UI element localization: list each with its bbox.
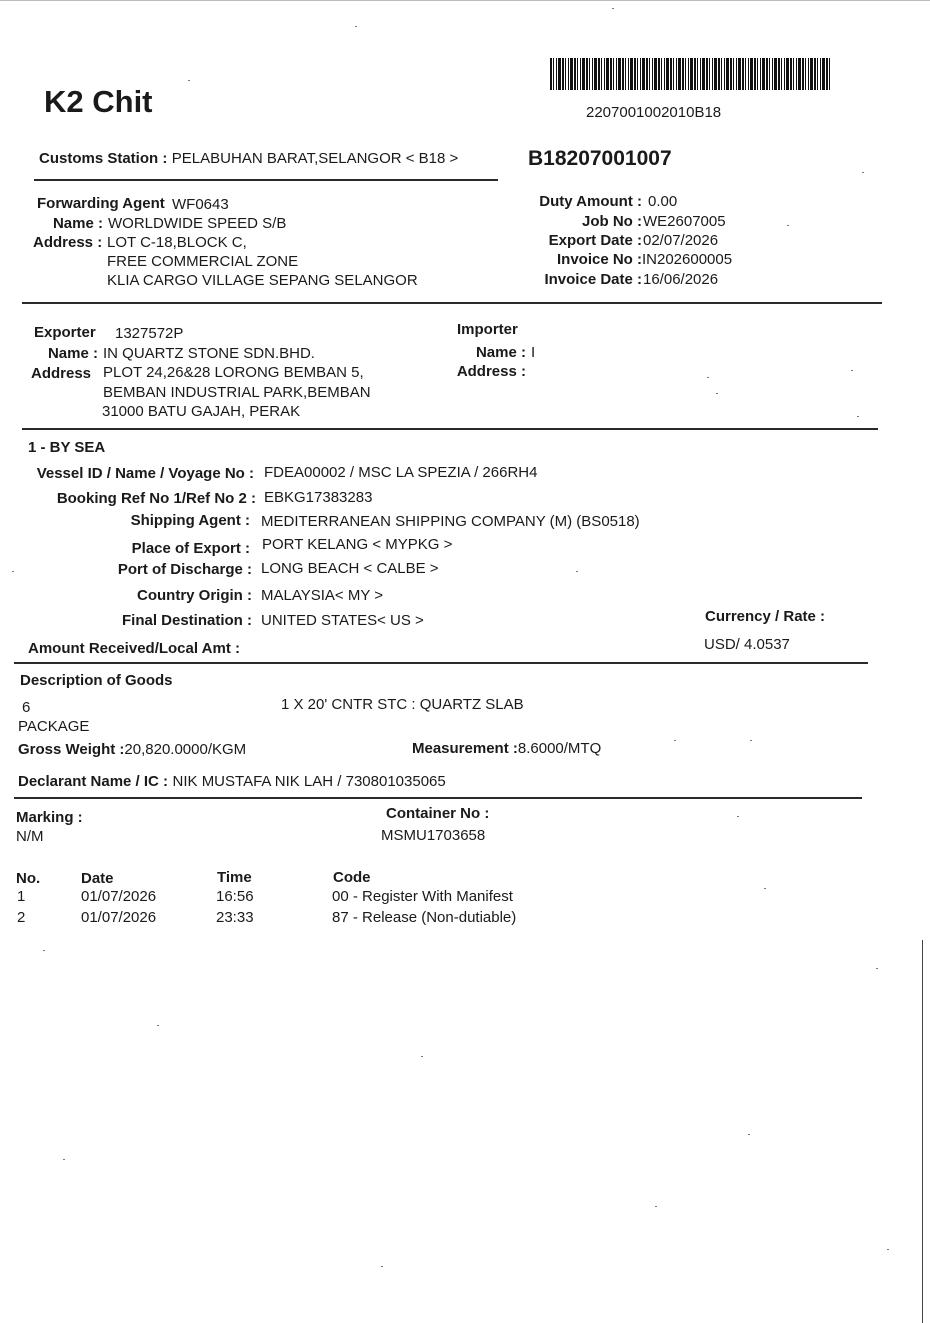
exporter-code: 1327572P bbox=[115, 325, 184, 342]
history-cell-time: 23:33 bbox=[216, 909, 254, 926]
declarant bbox=[18, 773, 446, 791]
divider bbox=[14, 662, 868, 664]
container-no-value: MSMU1703658 bbox=[381, 827, 486, 844]
invoice-no-label: Invoice No : bbox=[556, 251, 642, 268]
history-cell-time: 16:56 bbox=[216, 888, 254, 905]
invoice-date-label: Invoice Date : bbox=[544, 271, 642, 288]
goods-unit: PACKAGE bbox=[18, 718, 90, 735]
place-of-export-label: Place of Export : bbox=[131, 540, 250, 557]
exporter-label: Exporter bbox=[34, 324, 96, 341]
invoice-date: 16/06/2026 bbox=[643, 271, 719, 288]
currency-rate-label: Currency / Rate : bbox=[705, 608, 826, 625]
duty-amount: 0.00 bbox=[648, 193, 678, 210]
history-cell-date: 01/07/2026 bbox=[81, 888, 157, 905]
exporter-address-line: PLOT 24,26&28 LORONG BEMBAN 5, bbox=[103, 364, 364, 381]
scan-speck bbox=[12, 571, 14, 572]
customs-station-value: PELABUHAN BARAT,SELANGOR < B18 > bbox=[171, 150, 459, 167]
top-edge-line bbox=[0, 0, 930, 1]
port-of-discharge-label: Port of Discharge : bbox=[117, 561, 252, 578]
booking-label: Booking Ref No 1/Ref No 2 : bbox=[56, 490, 256, 507]
exporter-address-label: Address bbox=[31, 365, 92, 382]
history-header-code: Code bbox=[333, 869, 371, 886]
history-header-time: Time bbox=[217, 869, 252, 886]
scan-speck bbox=[655, 1206, 657, 1207]
final-destination-value: UNITED STATES< US > bbox=[261, 612, 424, 629]
scan-speck bbox=[716, 393, 718, 394]
forwarding-agent-name-label: Name : bbox=[52, 215, 103, 232]
gross-weight bbox=[18, 741, 246, 759]
invoice-no: IN202600005 bbox=[642, 251, 733, 268]
barcode-image bbox=[550, 58, 830, 90]
history-header-date: Date bbox=[81, 870, 114, 887]
measurement-label: Measurement : bbox=[412, 740, 518, 757]
scan-speck bbox=[764, 888, 766, 889]
history-header-no: No. bbox=[16, 870, 41, 887]
declarant-value: NIK MUSTAFA NIK LAH / 730801035065 bbox=[172, 773, 446, 790]
divider bbox=[22, 302, 882, 304]
scan-speck bbox=[857, 416, 859, 417]
forwarding-agent-name: WORLDWIDE SPEED S/B bbox=[108, 215, 287, 232]
marking-value: N/M bbox=[16, 828, 44, 845]
forwarding-agent-address-line: FREE COMMERCIAL ZONE bbox=[107, 253, 299, 270]
port-of-discharge-value: LONG BEACH < CALBE > bbox=[261, 560, 439, 577]
goods-description: 1 X 20' CNTR STC : QUARTZ SLAB bbox=[281, 696, 524, 713]
goods-quantity: 6 bbox=[22, 699, 31, 716]
container-no-label: Container No : bbox=[386, 805, 490, 822]
forwarding-agent-code: WF0643 bbox=[172, 196, 229, 213]
scan-speck bbox=[862, 172, 864, 173]
scan-speck bbox=[576, 571, 578, 572]
scan-speck bbox=[748, 1134, 750, 1135]
gross-weight-label: Gross Weight : bbox=[18, 741, 125, 758]
declarant-label: Declarant Name / IC : bbox=[18, 773, 169, 790]
booking-value: EBKG17383283 bbox=[264, 489, 373, 506]
scan-speck bbox=[876, 968, 878, 969]
country-origin-label: Country Origin : bbox=[137, 587, 252, 604]
history-cell-date: 01/07/2026 bbox=[81, 909, 157, 926]
scan-speck bbox=[787, 225, 789, 226]
forwarding-agent-address-label: Address : bbox=[33, 234, 103, 251]
scan-speck bbox=[381, 1266, 383, 1267]
right-edge-line bbox=[922, 940, 923, 1323]
exporter-name-label: Name : bbox=[47, 345, 98, 362]
customs-station bbox=[39, 150, 458, 168]
scan-speck bbox=[887, 1249, 889, 1250]
importer-name-label: Name : bbox=[475, 344, 526, 361]
forwarding-agent-address-line: KLIA CARGO VILLAGE SEPANG SELANGOR bbox=[107, 272, 418, 289]
history-cell-no: 1 bbox=[17, 888, 26, 905]
scan-speck bbox=[355, 26, 357, 27]
currency-rate-value: USD/ 4.0537 bbox=[704, 636, 790, 653]
final-destination-label: Final Destination : bbox=[121, 612, 252, 629]
scan-speck bbox=[674, 740, 676, 741]
vessel-value: FDEA00002 / MSC LA SPEZIA / 266RH4 bbox=[264, 464, 538, 481]
forwarding-agent-address-line: LOT C-18,BLOCK C, bbox=[107, 234, 247, 251]
importer-label: Importer bbox=[457, 321, 518, 338]
scan-speck bbox=[63, 1159, 65, 1160]
customs-station-label: Customs Station : bbox=[39, 150, 168, 167]
job-no: WE2607005 bbox=[643, 213, 726, 230]
history-cell-code: 87 - Release (Non-dutiable) bbox=[332, 909, 517, 926]
barcode-number: 2207001002010B18 bbox=[586, 104, 722, 121]
shipping-agent-label: Shipping Agent : bbox=[130, 512, 250, 529]
measurement bbox=[412, 740, 601, 758]
scan-speck bbox=[750, 740, 752, 741]
description-of-goods-label: Description of Goods bbox=[20, 672, 173, 689]
divider bbox=[14, 797, 862, 799]
scan-speck bbox=[737, 816, 739, 817]
divider bbox=[22, 428, 878, 430]
duty-amount-label: Duty Amount : bbox=[539, 193, 642, 210]
document-title: K2 Chit bbox=[44, 84, 153, 119]
shipping-agent-value: MEDITERRANEAN SHIPPING COMPANY (M) (BS0518) bbox=[261, 513, 640, 530]
marking-label: Marking : bbox=[16, 809, 83, 826]
history-cell-code: 00 - Register With Manifest bbox=[332, 888, 513, 905]
exporter-name: IN QUARTZ STONE SDN.BHD. bbox=[103, 345, 315, 362]
forwarding-agent-label: Forwarding Agent bbox=[37, 195, 165, 212]
scan-speck bbox=[612, 8, 614, 9]
scan-speck bbox=[188, 80, 190, 81]
export-date: 02/07/2026 bbox=[643, 232, 719, 249]
gross-weight-value: 20,820.0000/KGM bbox=[124, 741, 247, 758]
place-of-export-value: PORT KELANG < MYPKG > bbox=[262, 536, 453, 553]
history-cell-no: 2 bbox=[17, 909, 26, 926]
reference-number: B18207001007 bbox=[528, 147, 672, 170]
exporter-address-line: 31000 BATU GAJAH, PERAK bbox=[102, 403, 301, 420]
export-date-label: Export Date : bbox=[548, 232, 642, 249]
importer-name: I bbox=[531, 344, 536, 361]
amount-received-label: Amount Received/Local Amt : bbox=[28, 640, 240, 657]
scan-speck bbox=[157, 1025, 159, 1026]
importer-address-label: Address : bbox=[456, 363, 526, 380]
exporter-address-line: BEMBAN INDUSTRIAL PARK,BEMBAN bbox=[103, 384, 371, 401]
scan-speck bbox=[851, 370, 853, 371]
vessel-label: Vessel ID / Name / Voyage No : bbox=[36, 465, 254, 482]
job-no-label: Job No : bbox=[582, 213, 642, 230]
divider bbox=[34, 179, 498, 181]
measurement-value: 8.6000/MTQ bbox=[517, 740, 602, 757]
transport-mode: 1 - BY SEA bbox=[28, 439, 106, 456]
scan-speck bbox=[43, 950, 45, 951]
country-origin-value: MALAYSIA< MY > bbox=[261, 587, 383, 604]
scan-speck bbox=[707, 377, 709, 378]
scan-speck bbox=[421, 1056, 423, 1057]
